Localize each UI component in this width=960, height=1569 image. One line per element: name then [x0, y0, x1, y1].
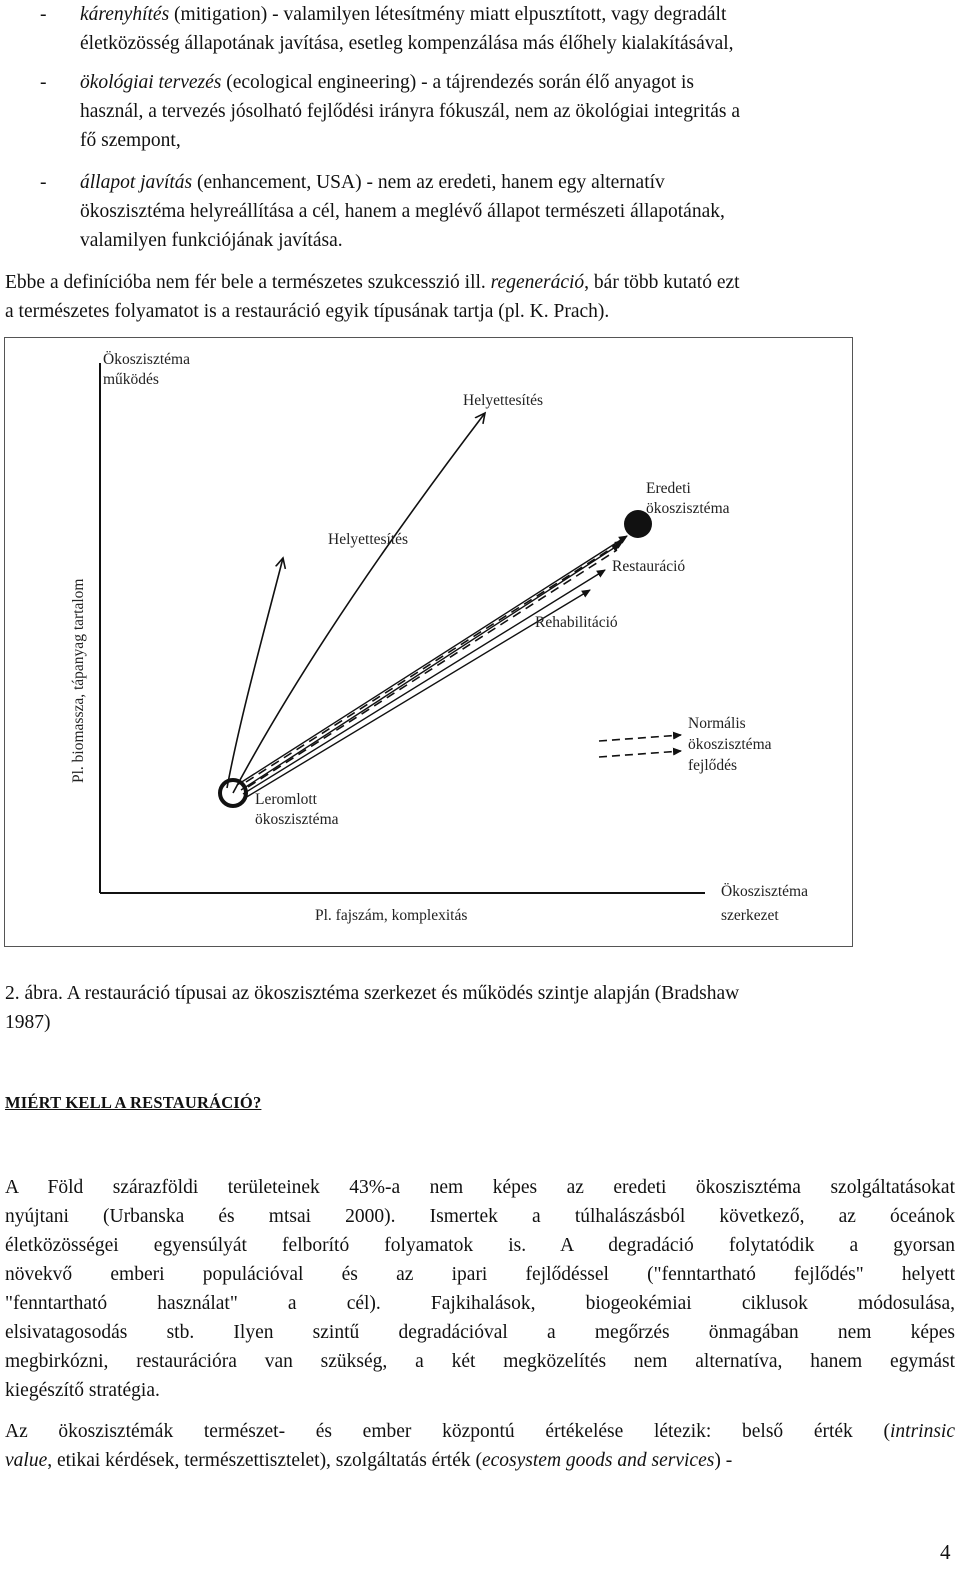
- legend-dashed-arrow: [599, 751, 681, 757]
- bullet-text: ökoszisztéma helyreállítása a cél, hanem a meglévő állapot természeti állapotának,: [80, 201, 725, 222]
- x-axis-end-label-line1: Ökoszisztéma: [721, 883, 808, 900]
- term-allapot-javitas: állapot javítás: [80, 172, 193, 193]
- term-okologiai-tervezes: ökológiai tervezés: [80, 72, 222, 93]
- para-line: elsivatagosodás stb. Ilyen szintű degradációval a megőrzés önmagában nem képes: [5, 1322, 955, 1343]
- natural-development-arrow: [246, 541, 623, 782]
- para-line: nyújtani (Urbanska és mtsai 2000). Ismertek a túlhalászásból következő, az óceánok: [5, 1206, 955, 1227]
- restoration-arrow: [241, 544, 620, 790]
- bullet-text: valamilyen funkciójának javítása.: [80, 230, 343, 251]
- paragraph-why-restore: [5, 1173, 955, 1405]
- term-ecosystem-goods: ecosystem goods and services: [482, 1450, 715, 1471]
- bullet-text: (enhancement, USA) - nem az eredeti, hanem egy alternatív: [192, 172, 665, 193]
- caption-text: 1987): [5, 1012, 51, 1033]
- bullet-text: fő szempont,: [80, 130, 181, 151]
- para-text: ) -: [714, 1450, 733, 1471]
- x-axis-end-label-line2: szerkezet: [721, 907, 779, 924]
- label-normal-development-line3: fejlődés: [688, 757, 738, 774]
- label-restoration: Restauráció: [612, 558, 686, 575]
- para-line: kiegészítő stratégia.: [5, 1380, 160, 1401]
- bullet-text: (mitigation) - valamilyen létesítmény miatt elpusztított, vagy degradált: [169, 4, 727, 25]
- label-original-line1: Eredeti: [646, 480, 691, 497]
- term-value: value: [5, 1450, 48, 1471]
- term-regeneracio: regeneráció: [490, 272, 585, 293]
- para-text: , etikai kérdések, természettisztelet), szolgáltatás érték (: [47, 1450, 482, 1471]
- term-intrinsic: intrinsic: [889, 1421, 955, 1442]
- paragraph-valuation: [5, 1417, 955, 1475]
- bullet-dash: -: [40, 4, 47, 25]
- para-line: A Föld szárazföldi területeinek 43%-a nem képes az eredeti ökoszisztéma szolgáltatásokat: [5, 1177, 955, 1198]
- label-replacement-lower: Helyettesítés: [328, 531, 409, 548]
- page-number: 4: [940, 1540, 951, 1564]
- bullet-dash: -: [40, 172, 47, 193]
- legend-dashed-arrow: [599, 735, 681, 741]
- para-line: megbirkózni, restaurációra van szükség, a két megközelítés nem alternatíva, hanem egymást: [5, 1351, 955, 1372]
- x-axis-label: Pl. fajszám, komplexitás: [315, 907, 468, 924]
- y-axis-title-line1: Ökoszisztéma: [103, 351, 190, 368]
- restoration-arrow: [237, 536, 627, 785]
- section-heading: MIÉRT KELL A RESTAURÁCIÓ?: [5, 1093, 262, 1112]
- label-rehabilitation: Rehabilitáció: [535, 614, 618, 631]
- natural-development-arrow: [248, 550, 617, 787]
- label-degraded-line2: ökoszisztéma: [255, 811, 339, 828]
- label-normal-development-line1: Normális: [688, 715, 746, 732]
- y-axis-side-label: Pl. biomassza, tápanyag tartalom: [70, 578, 87, 783]
- label-normal-development-line2: ökoszisztéma: [688, 736, 772, 753]
- bullet-text: (ecological engineering) - a tájrendezés során élő anyagot is: [221, 72, 695, 93]
- para-text: Az ökoszisztémák természet- és ember központú értékelése létezik: belső érték (: [5, 1421, 890, 1442]
- figure-caption: [5, 979, 955, 1037]
- bullet-text: használ, a tervezés jósolható fejlődési irányra fókuszál, nem az ökológiai integritás a: [80, 101, 741, 122]
- para-line: életközösségei egyensúlyát felborító folyamatok is. A degradáció folytatódik a gyorsan: [5, 1235, 955, 1256]
- label-replacement-upper: Helyettesítés: [463, 392, 544, 409]
- para-text: Ebbe a definícióba nem fér bele a természetes szukcesszió ill.: [5, 272, 491, 293]
- y-axis-title-line2: működés: [103, 371, 159, 388]
- para-line: növekvő emberi populációval és az ipari fejlődéssel ("fenntartható fejlődés" helyett: [5, 1264, 955, 1285]
- bullet-dash: -: [40, 72, 47, 93]
- paragraph-definition: [5, 268, 955, 326]
- term-karenyhites: kárenyhítés: [80, 4, 170, 25]
- figure-diagram: [5, 338, 854, 948]
- para-text: , bár több kutató ezt: [584, 272, 740, 293]
- label-degraded-line1: Leromlott: [255, 791, 317, 808]
- bullet-text: életközösség állapotának javítása, esetleg kompenzálása más élőhely kialakításával,: [80, 33, 734, 54]
- figure-restoration-types: [4, 337, 853, 947]
- caption-text: 2. ábra. A restauráció típusai az ökoszisztéma szerkezet és működés szintje alapján (Bradshaw: [5, 983, 740, 1004]
- label-original-line2: ökoszisztéma: [646, 500, 730, 517]
- para-line: "fenntartható használat" a cél). Fajkihalások, biogeokémiai ciklusok módosulása,: [5, 1293, 955, 1314]
- para-text: a természetes folyamatot is a restauráció egyik típusának tartja (pl. K. Prach).: [5, 301, 610, 322]
